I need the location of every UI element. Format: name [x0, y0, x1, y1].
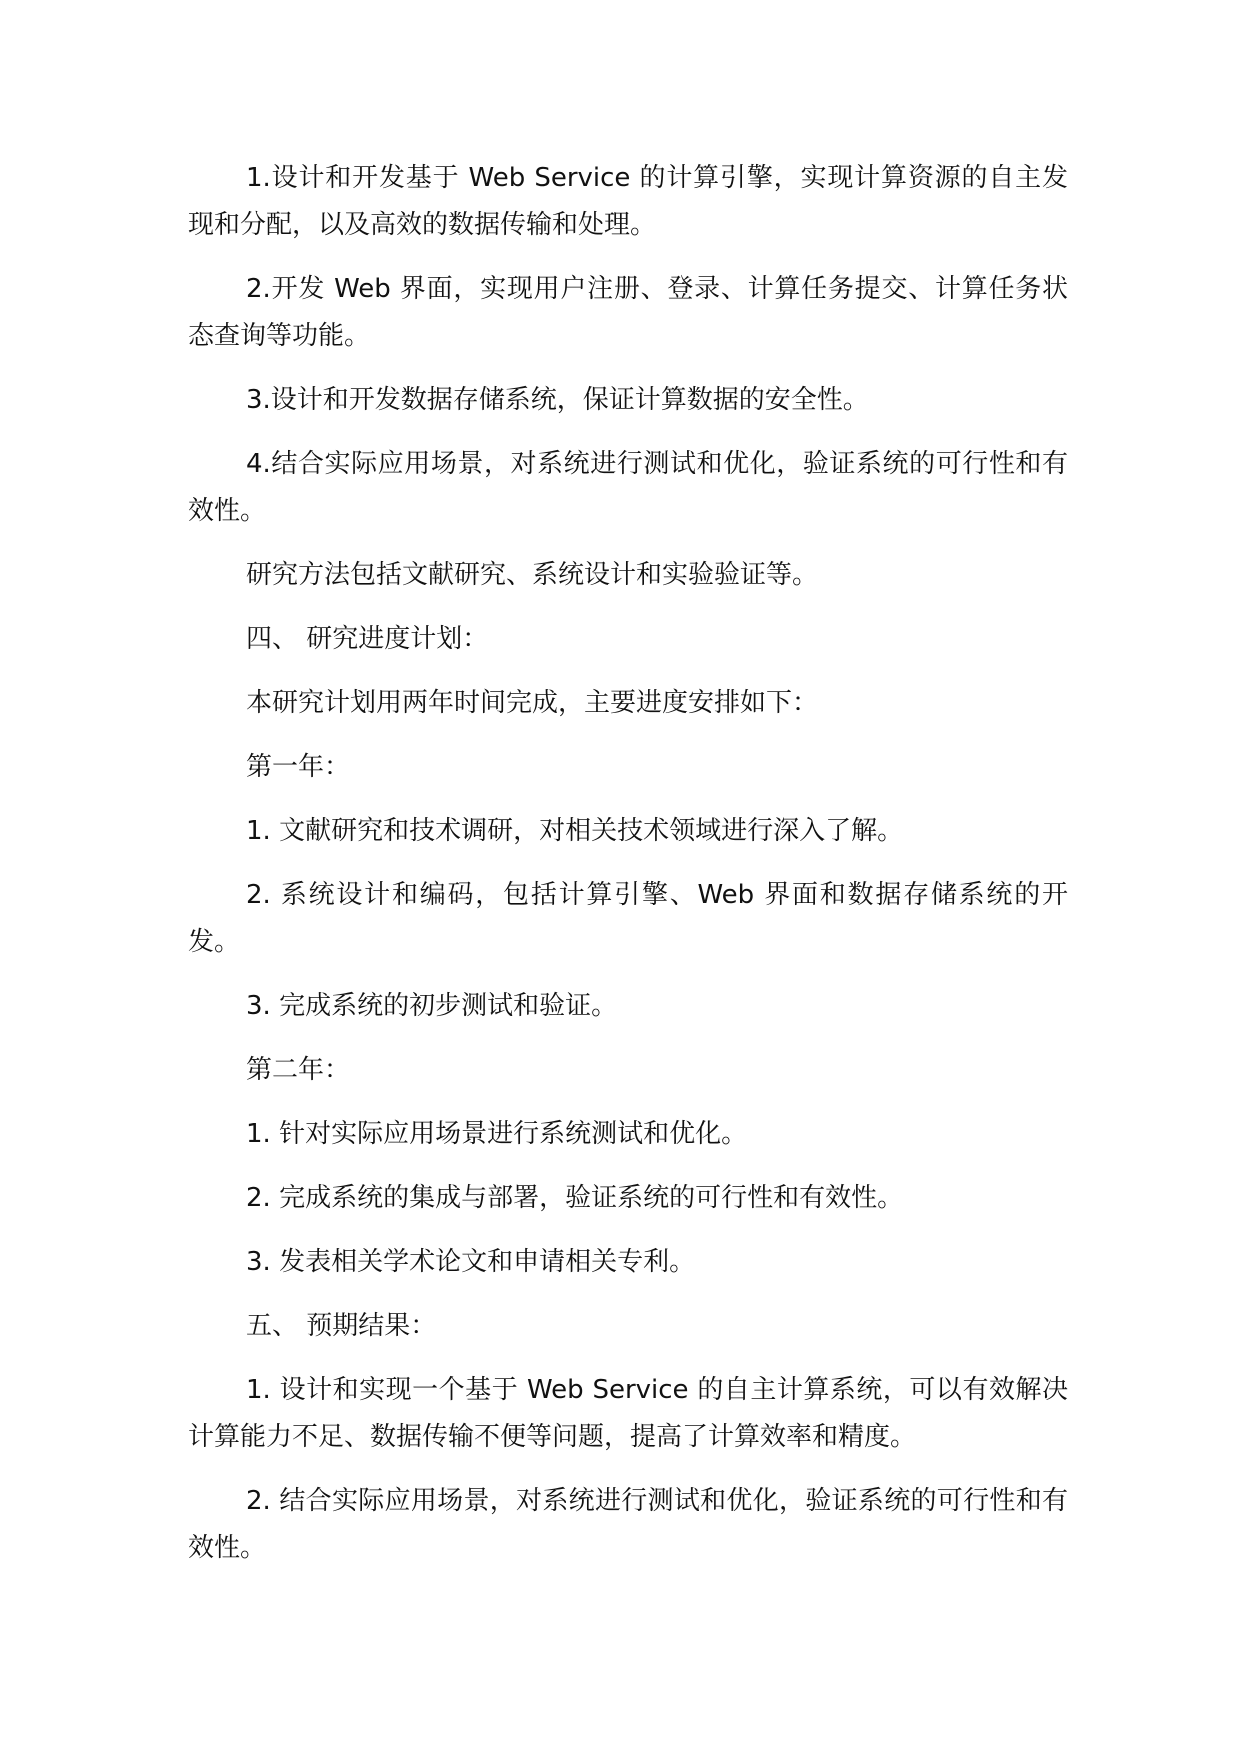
- section-heading-expected-results: 五、 预期结果：: [246, 1311, 437, 1341]
- section-heading-schedule: 四、 研究进度计划：: [246, 624, 489, 654]
- document-body: [188, 155, 1068, 1589]
- expected-result-2: 2. 结合实际应用场景，对系统进行测试和优化，验证系统的可行性和有效性。: [188, 1486, 1068, 1563]
- year-one-item-2: 2. 系统设计和编码，包括计算引擎、Web 界面和数据存储系统的开发。: [188, 880, 1068, 957]
- paragraph-goal-4: 4.结合实际应用场景，对系统进行测试和优化，验证系统的可行性和有效性。: [188, 449, 1068, 526]
- year-two-item-2: 2. 完成系统的集成与部署，验证系统的可行性和有效性。: [246, 1183, 904, 1213]
- year-two-heading: 第二年：: [246, 1055, 351, 1085]
- year-two-item-3: 3. 发表相关学术论文和申请相关专利。: [246, 1247, 696, 1277]
- year-two-item-1: 1. 针对实际应用场景进行系统测试和优化。: [246, 1119, 748, 1149]
- paragraph-goal-2: 2.开发 Web 界面，实现用户注册、登录、计算任务提交、计算任务状态查询等功能。: [188, 274, 1068, 351]
- year-one-item-3: 3. 完成系统的初步测试和验证。: [246, 991, 618, 1021]
- year-one-heading: 第一年：: [246, 752, 351, 782]
- paragraph-goal-3: 3.设计和开发数据存储系统，保证计算数据的安全性。: [246, 385, 869, 415]
- expected-result-1: 1. 设计和实现一个基于 Web Service 的自主计算系统，可以有效解决计算能力不足、数据传输不便等问题，提高了计算效率和精度。: [188, 1375, 1068, 1452]
- paragraph-goal-1: 1.设计和开发基于 Web Service 的计算引擎，实现计算资源的自主发现和分配，以及高效的数据传输和处理。: [188, 163, 1068, 240]
- year-one-item-1: 1. 文献研究和技术调研，对相关技术领域进行深入了解。: [246, 816, 904, 846]
- paragraph-schedule-intro: 本研究计划用两年时间完成，主要进度安排如下：: [246, 688, 819, 718]
- paragraph-methods: 研究方法包括文献研究、系统设计和实验验证等。: [246, 560, 819, 590]
